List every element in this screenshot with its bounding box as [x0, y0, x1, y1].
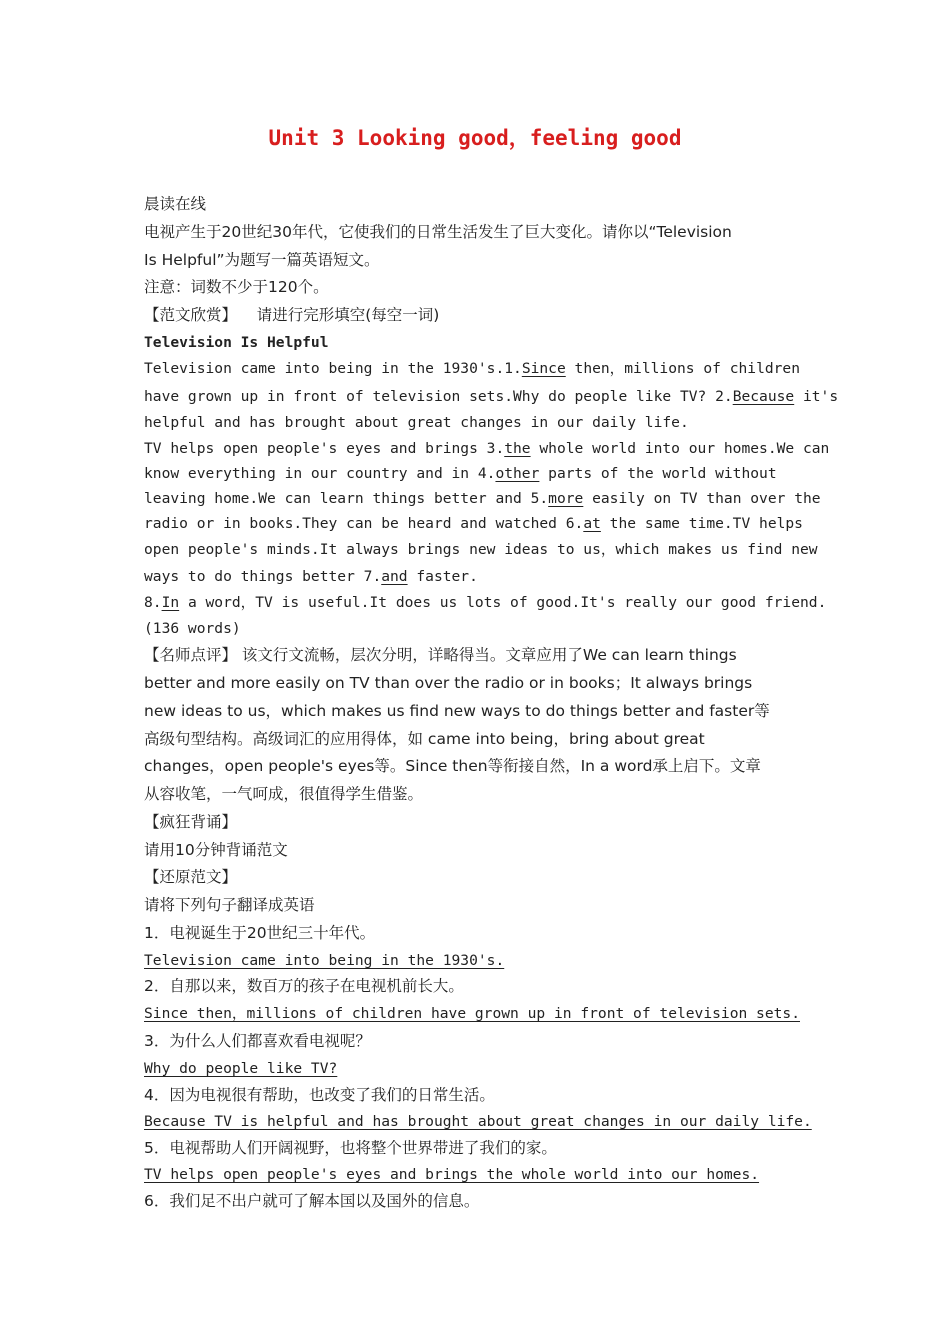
teacher-comment-line-3: new ideas to us，which makes us find new ways to do things better and faster等: [144, 702, 770, 720]
essay-line-7: radio or in books.They can be heard and watched 6.at the same time.TV helps: [144, 515, 803, 532]
teacher-comment-line-4: 高级句型结构。高级词汇的应用得体，如 came into being，bring about great: [144, 730, 705, 748]
essay-line-4: TV helps open people's eyes and brings 3.the whole world into our homes.We can: [144, 440, 830, 457]
essay-line-10: 8.In a word，TV is useful.It does us lots of good.It's really our good friend.: [144, 594, 827, 611]
translation-prompt: 5．电视帮助人们开阔视野，也将整个世界带进了我们的家。: [144, 1139, 557, 1157]
essay-line-5: know everything in our country and in 4.other parts of the world without: [144, 465, 777, 482]
translation-prompt: 4．因为电视很有帮助，也改变了我们的日常生活。: [144, 1086, 495, 1104]
translation-answer: TV helps open people's eyes and brings the whole world into our homes.: [144, 1166, 760, 1183]
teacher-comment-line-2: better and more easily on TV than over the radio or in books；It always brings: [144, 674, 753, 692]
essay-line-9: ways to do things better 7.and faster.: [144, 568, 478, 585]
blank-answer-2: Because: [732, 388, 795, 405]
blank-answer-6: at: [583, 515, 601, 532]
recite-instruction: 请用10分钟背诵范文: [144, 841, 288, 859]
teacher-comment-line-1: 【名师点评】 该文行文流畅，层次分明，详略得当。文章应用了We can learn things: [144, 646, 737, 664]
teacher-comment-line-6: 从容收笔，一气呵成，很值得学生借鉴。: [144, 785, 424, 803]
blank-answer-4: other: [495, 465, 540, 482]
section-morning-reading: 晨读在线: [144, 195, 207, 213]
translation-prompt: 3．为什么人们都喜欢看电视呢？: [144, 1032, 371, 1050]
translation-answer: Television came into being in the 1930's.: [144, 952, 505, 969]
blank-answer-5: more: [548, 490, 584, 507]
essay-title: Television Is Helpful: [144, 334, 329, 351]
essay-line-6: leaving home.We can learn things better and 5.more easily on TV than over the: [144, 490, 821, 507]
prompt-line-1: 电视产生于20世纪30年代，它使我们的日常生活发生了巨大变化。请你以“Television: [144, 223, 732, 241]
translation-prompt: 1．电视诞生于20世纪三十年代。: [144, 924, 376, 942]
translation-answer: Since then，millions of children have grown up in front of television sets.: [144, 1005, 800, 1022]
prompt-line-2: Is Helpful”为题写一篇英语短文。: [144, 251, 380, 269]
restore-instruction: 请将下列句子翻译成英语: [144, 896, 315, 914]
teacher-comment-line-5: changes，open people's eyes等。Since then等衔接自然，In a word承上启下。文章: [144, 757, 761, 775]
blank-answer-3: the: [504, 440, 531, 457]
essay-line-1: Television came into being in the 1930's.1.Since then，millions of children: [144, 360, 800, 377]
translation-prompt: 2．自那以来，数百万的孩子在电视机前长大。: [144, 977, 464, 995]
blank-answer-1: Since: [521, 360, 566, 377]
recite-header: 【疯狂背诵】: [144, 813, 238, 831]
essay-line-2: have grown up in front of television sets.Why do people like TV? 2.Because it's: [144, 388, 839, 405]
blank-answer-7: and: [381, 568, 408, 585]
page-title: Unit 3 Looking good，feeling good: [268, 126, 682, 150]
essay-line-3: helpful and has brought about great changes in our daily life.: [144, 414, 689, 431]
essay-line-8: open people's minds.It always brings new ideas to us，which makes us find new: [144, 541, 818, 558]
translation-prompt: 6．我们足不出户就可了解本国以及国外的信息。: [144, 1192, 480, 1210]
restore-header: 【还原范文】: [144, 868, 238, 886]
sample-essay-header: 【范文欣赏】 请进行完形填空(每空一词): [144, 306, 440, 324]
translation-answer: Why do people like TV?: [144, 1060, 338, 1077]
blank-answer-8: In: [161, 594, 180, 611]
translation-answer: Because TV is helpful and has brought about great changes in our daily life.: [144, 1113, 812, 1130]
essay-word-count: (136 words): [144, 620, 241, 637]
word-count-note: 注意：词数不少于120个。: [144, 278, 329, 296]
